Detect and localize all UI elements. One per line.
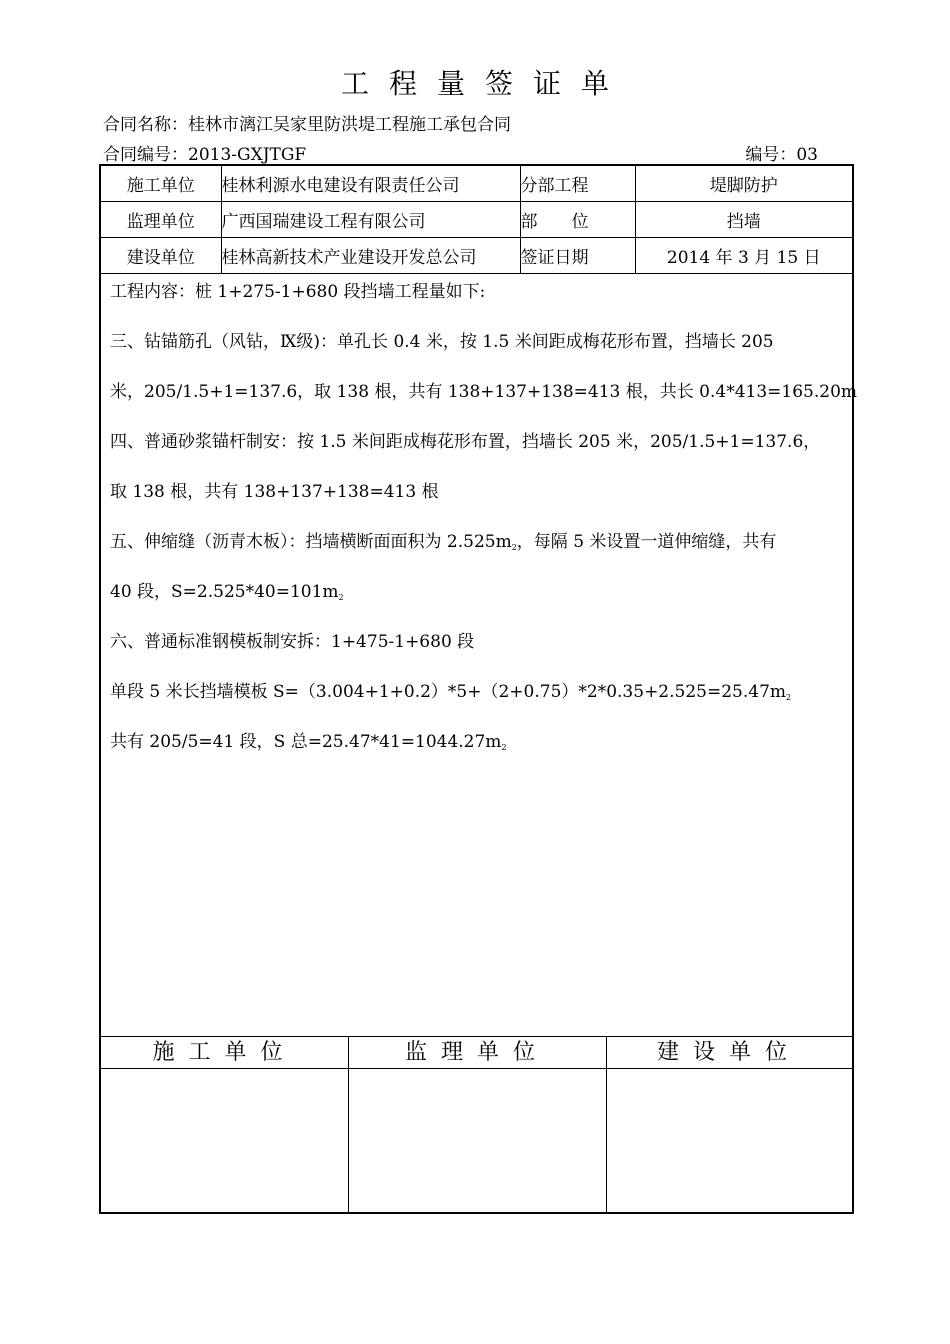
signature-divider [348,1036,349,1212]
contract-name: 桂林市漓江吴家里防洪堤工程施工承包合同 [188,115,511,135]
content-line-text: 共有 205/5=41 段，S 总=25.47*41=1044.27m [110,732,502,752]
contract-number-line [103,140,306,165]
table-row [101,166,852,202]
construction-unit-label: 施工单位 [101,166,221,202]
content-line [110,724,850,774]
unit-superscript: 2 [338,593,344,602]
signature-construction-unit: 施工单位 [152,1040,297,1065]
content-line: 工程内容：桩 1+275-1+680 段挡墙工程量如下: [110,282,486,302]
contract-number-label: 合同编号： [103,145,188,165]
supervision-unit-label: 监理单位 [101,202,221,238]
form-frame [99,164,858,1214]
document-title: 工程量签证单 [340,67,629,100]
content-line: 四、普通砂浆锚杆制安：按 1.5 米间距成梅花形布置，挡墙长 205 米，205/1.5+1=137.6， [110,432,821,452]
contract-name-label: 合同名称： [103,115,188,135]
content-line-suffix: ，每隔 5 米设置一道伸缩缝，共有 [516,532,777,552]
document-code-label: 编号： [745,145,797,165]
sub-project-value: 堤脚防护 [635,166,852,202]
content-line-text: 40 段，S=2.525*40=101m [110,582,339,602]
info-table [101,166,852,274]
position-value: 挡墙 [635,202,852,238]
document-code-line [745,140,818,165]
work-content [110,274,858,774]
visa-date-value: 2014 年 3 月 15 日 [635,238,852,274]
content-line: 三、钻锚筋孔（风钻，Ⅸ级)：单孔长 0.4 米，按 1.5 米间距成梅花形布置，挡墙长 205 [110,332,774,352]
supervision-unit-value: 广西国瑞建设工程有限公司 [221,202,520,238]
content-line [110,524,850,574]
unit-superscript: 2 [786,693,792,702]
content-line-text: 五、伸缩缝（沥青木板）：挡墙横断面面积为 2.525m [110,532,512,552]
content-line-text: 单段 5 米长挡墙模板 S=（3.004+1+0.2）*5+（2+0.75）*2*0.35+2.525=25.47m [110,682,787,702]
sub-project-label: 分部工程 [520,166,635,202]
contract-number: 2013-GXJTGF [188,145,307,165]
content-line: 六、普通标准钢模板制安拆：1+475-1+680 段 [110,632,475,652]
signature-divider [606,1036,607,1212]
document-code: 03 [796,145,818,165]
table-row [101,238,852,274]
owner-unit-value: 桂林高新技术产业建设开发总公司 [221,238,520,274]
construction-unit-value: 桂林利源水电建设有限责任公司 [221,166,520,202]
signature-supervision-unit: 监理单位 [404,1040,549,1065]
signature-header [101,1036,852,1069]
table-row [101,202,852,238]
contract-name-line [103,110,511,135]
position-label: 部 位 [520,202,635,238]
content-line: 取 138 根，共有 138+137+138=413 根 [110,482,439,502]
content-line: 米，205/1.5+1=137.6，取 138 根，共有 138+137+138=413 根，共长 0.4*413=165.20m [110,382,858,402]
unit-superscript: 2 [511,543,517,552]
unit-superscript: 2 [501,743,507,752]
owner-unit-label: 建设单位 [101,238,221,274]
content-line [110,674,850,724]
signature-owner-unit: 建设单位 [656,1040,801,1065]
visa-date-label: 签证日期 [520,238,635,274]
content-line [110,574,850,624]
